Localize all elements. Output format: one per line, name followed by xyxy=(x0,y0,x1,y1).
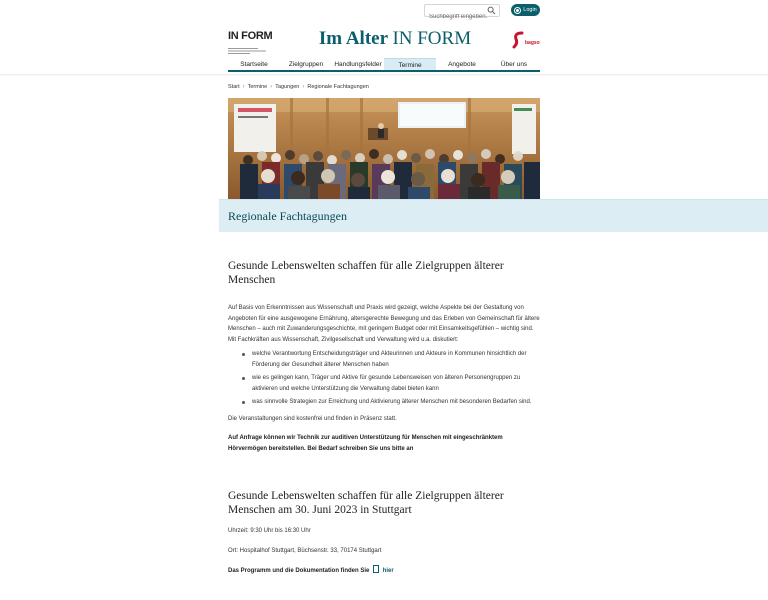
login-button[interactable] xyxy=(511,4,540,16)
search-input[interactable] xyxy=(425,12,487,23)
bagso-logo[interactable] xyxy=(512,31,542,49)
main-content xyxy=(228,259,540,577)
conference-photo xyxy=(228,98,540,199)
nav-item-startseite[interactable]: Startseite xyxy=(240,61,268,68)
header-divider xyxy=(0,74,768,76)
document-icon xyxy=(373,565,379,573)
free-note: Die Veranstaltungen sind kostenfrei und finden in Präsenz statt. xyxy=(228,415,397,422)
nav-item-zielgruppen[interactable]: Zielgruppen xyxy=(288,61,324,68)
nav-item-handlungsfelder[interactable]: Handlungsfelder xyxy=(334,61,382,68)
discussion-intro: Mit Fachkräften aus Wissenschaft, Zivilgesellschaft und Verwaltung wird u.a. diskutiert: xyxy=(228,336,459,343)
search-box[interactable] xyxy=(424,4,500,17)
nav-item-angebote[interactable]: Angebote xyxy=(448,61,476,68)
program-note xyxy=(228,565,540,577)
site-title-light: IN FORM xyxy=(392,28,472,49)
breadcrumb-separator-icon: › xyxy=(242,84,245,90)
event-time: Uhrzeit: 9:30 Uhr bis 16:30 Uhr xyxy=(228,528,311,534)
list-item: was sinnvolle Strategien zur Erreichung und Aktivierung älterer Menschen mit besonderen Bedarfen sind. xyxy=(228,397,540,408)
main-navigation xyxy=(228,58,540,72)
breadcrumb-item-start[interactable]: Start xyxy=(228,84,240,90)
nav-item-ueber-uns[interactable]: Über uns xyxy=(500,61,528,68)
site-header xyxy=(0,0,768,76)
list-item: welche Verantwortung Entscheidungsträger und Akteurinnen und Akteure in Kommunen hinsichtlich der Förderung der Gesundheit älterer Menschen haben xyxy=(228,349,540,370)
inform-logo[interactable] xyxy=(228,31,278,47)
event-heading: Gesunde Lebenswelten schaffen für alle Zielgruppen älterer Menschen am 30. Juni 2023 in Stuttgart xyxy=(228,490,504,516)
inform-logo-text: IN FORM xyxy=(228,30,273,42)
discussion-list xyxy=(228,349,540,408)
section-heading: Gesunde Lebenswelten schaffen für alle Zielgruppen älterer Menschen xyxy=(228,260,504,286)
inform-logo-tagline xyxy=(228,47,272,54)
site-title-bold: Im Alter xyxy=(318,28,388,49)
breadcrumb-item-tagungen[interactable]: Tagungen xyxy=(275,84,300,90)
breadcrumb xyxy=(228,83,369,91)
list-item: wie es gelingen kann, Träger und Aktive für gesunde Lebensweisen von älteren Personengruppen zu aktivieren und welche Unterstützung die Verwaltung dabei bieten kann xyxy=(228,373,540,394)
program-text: Das Programm und die Dokumentation finden Sie xyxy=(228,568,370,574)
breadcrumb-item-current: Regionale Fachtagungen xyxy=(307,84,369,90)
accessibility-note: Auf Anfrage können wir Technik zur auditiven Unterstützung für Menschen mit eingeschränktem Hörvermögen bereitstellen. Bei Bedarf schreiben Sie uns bitte an xyxy=(228,435,503,452)
page-title: Regionale Fachtagungen xyxy=(228,209,347,223)
intro-paragraph: Auf Basis von Erkenntnissen aus Wissenschaft und Praxis wird gezeigt, welche Aspekte bei der Gestaltung von Angeboten für eine ausgewogene Ernährung, altersgerechte Bewegung und das Erleben von Gemeinschaft für ältere Menschen – auch mit Zuwanderungsgeschichte, mit geringem Budget oder mit Einsamkeitsgefühlen – wichtig sind. xyxy=(228,305,540,332)
hero-image xyxy=(228,98,540,199)
site-title[interactable] xyxy=(300,28,490,50)
user-icon xyxy=(514,7,521,14)
breadcrumb-separator-icon: › xyxy=(302,84,305,90)
page-title-band xyxy=(219,199,768,232)
program-link[interactable]: hier xyxy=(382,568,394,574)
nav-item-termine[interactable]: Termine xyxy=(384,58,436,70)
login-label: Login xyxy=(523,7,537,13)
event-location: Ort: Hospitalhof Stuttgart, Büchsenstr. 33, 70174 Stuttgart xyxy=(228,547,382,554)
breadcrumb-item-termine[interactable]: Termine xyxy=(247,84,268,90)
search-icon[interactable] xyxy=(487,6,496,15)
bagso-logo-text: bagso xyxy=(525,40,540,46)
breadcrumb-separator-icon: › xyxy=(270,84,273,90)
bagso-logo-mark xyxy=(512,31,526,49)
